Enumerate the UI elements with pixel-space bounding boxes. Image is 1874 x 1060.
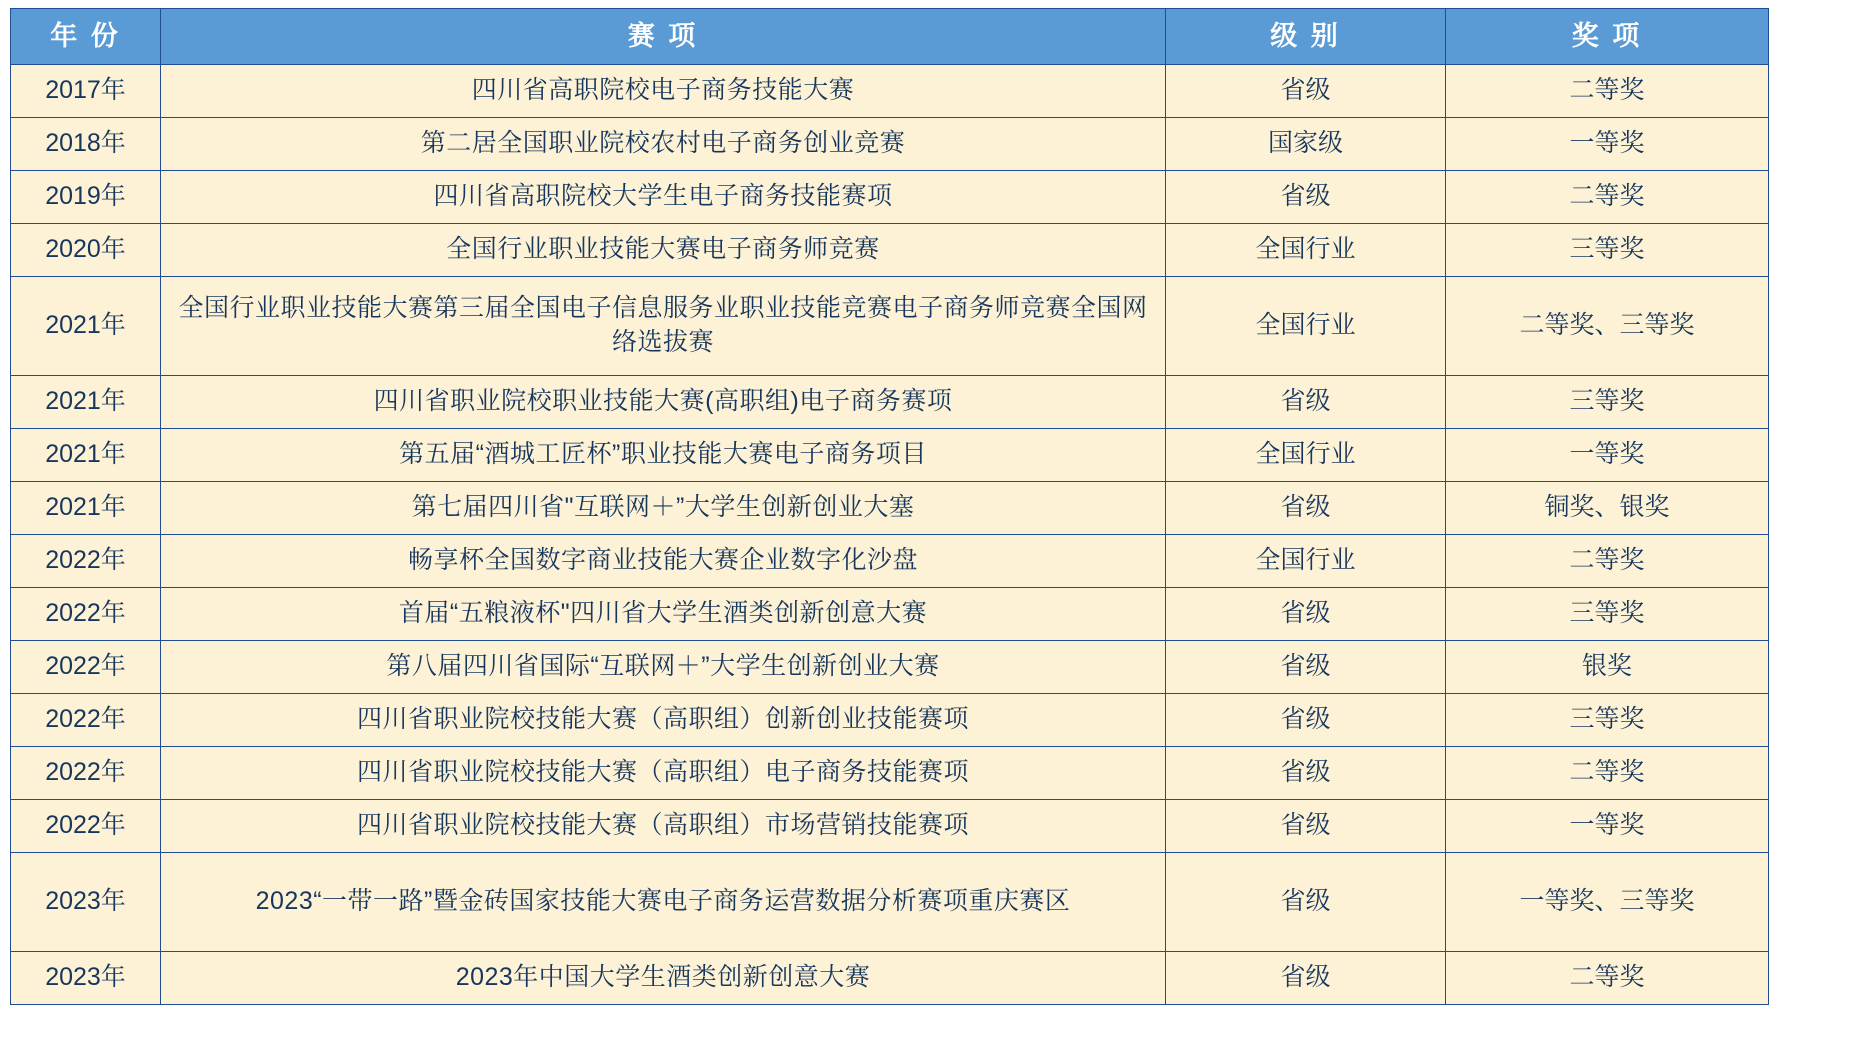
- cell-competition: 四川省高职院校电子商务技能大赛: [161, 65, 1166, 118]
- cell-year: 2022年: [11, 588, 161, 641]
- cell-award: 三等奖: [1446, 224, 1769, 277]
- cell-award: 二等奖: [1446, 747, 1769, 800]
- cell-year: 2022年: [11, 535, 161, 588]
- table-row: [11, 482, 1769, 535]
- competition-awards-table: [10, 8, 1769, 1005]
- cell-level: 省级: [1166, 694, 1446, 747]
- cell-level: 省级: [1166, 376, 1446, 429]
- cell-year: 2022年: [11, 747, 161, 800]
- cell-competition: 四川省职业院校技能大赛（高职组）电子商务技能赛项: [161, 747, 1166, 800]
- table-row: [11, 747, 1769, 800]
- table-row: [11, 588, 1769, 641]
- cell-competition: 畅享杯全国数字商业技能大赛企业数字化沙盘: [161, 535, 1166, 588]
- cell-level: 全国行业: [1166, 277, 1446, 376]
- cell-year: 2022年: [11, 641, 161, 694]
- table-body: [11, 65, 1769, 1005]
- cell-year: 2021年: [11, 482, 161, 535]
- cell-year: 2023年: [11, 952, 161, 1005]
- cell-year: 2019年: [11, 171, 161, 224]
- cell-level: 国家级: [1166, 118, 1446, 171]
- cell-award: 二等奖: [1446, 171, 1769, 224]
- table-row: [11, 853, 1769, 952]
- cell-award: 二等奖: [1446, 535, 1769, 588]
- cell-level: 省级: [1166, 588, 1446, 641]
- table-header: [11, 9, 1769, 65]
- cell-year: 2018年: [11, 118, 161, 171]
- table-row: [11, 535, 1769, 588]
- cell-year: 2020年: [11, 224, 161, 277]
- table-header-row: [11, 9, 1769, 65]
- column-header-award: 奖 项: [1446, 9, 1769, 65]
- table-row: [11, 171, 1769, 224]
- cell-level: 全国行业: [1166, 429, 1446, 482]
- table-row: [11, 224, 1769, 277]
- cell-level: 省级: [1166, 800, 1446, 853]
- cell-year: 2021年: [11, 429, 161, 482]
- cell-award: 铜奖、银奖: [1446, 482, 1769, 535]
- table-row: [11, 118, 1769, 171]
- cell-competition: 四川省职业院校技能大赛（高职组）市场营销技能赛项: [161, 800, 1166, 853]
- cell-competition: 四川省职业院校技能大赛（高职组）创新创业技能赛项: [161, 694, 1166, 747]
- table-row: [11, 641, 1769, 694]
- cell-award: 二等奖、三等奖: [1446, 277, 1769, 376]
- cell-award: 一等奖: [1446, 429, 1769, 482]
- cell-competition: 四川省高职院校大学生电子商务技能赛项: [161, 171, 1166, 224]
- cell-level: 全国行业: [1166, 535, 1446, 588]
- cell-year: 2023年: [11, 853, 161, 952]
- cell-level: 省级: [1166, 952, 1446, 1005]
- cell-level: 省级: [1166, 641, 1446, 694]
- cell-competition: 全国行业职业技能大赛电子商务师竞赛: [161, 224, 1166, 277]
- cell-level: 全国行业: [1166, 224, 1446, 277]
- cell-year: 2022年: [11, 800, 161, 853]
- cell-award: 三等奖: [1446, 694, 1769, 747]
- table-row: [11, 800, 1769, 853]
- cell-award: 二等奖: [1446, 65, 1769, 118]
- table-row: [11, 694, 1769, 747]
- cell-competition: 2023年中国大学生酒类创新创意大赛: [161, 952, 1166, 1005]
- cell-competition: 第七届四川省"互联网＋”大学生创新创业大塞: [161, 482, 1166, 535]
- cell-year: 2022年: [11, 694, 161, 747]
- cell-level: 省级: [1166, 65, 1446, 118]
- cell-award: 一等奖、三等奖: [1446, 853, 1769, 952]
- cell-award: 三等奖: [1446, 376, 1769, 429]
- cell-competition: 2023“一带一路”暨金砖国家技能大赛电子商务运营数据分析赛项重庆赛区: [161, 853, 1166, 952]
- table-row: [11, 65, 1769, 118]
- cell-level: 省级: [1166, 853, 1446, 952]
- cell-competition: 第八届四川省国际“互联网＋”大学生创新创业大赛: [161, 641, 1166, 694]
- column-header-competition: 赛 项: [161, 9, 1166, 65]
- cell-competition: 首届“五粮液杯"四川省大学生酒类创新创意大赛: [161, 588, 1166, 641]
- cell-competition: 四川省职业院校职业技能大赛(高职组)电子商务赛项: [161, 376, 1166, 429]
- table-row: [11, 376, 1769, 429]
- cell-year: 2021年: [11, 277, 161, 376]
- cell-year: 2021年: [11, 376, 161, 429]
- column-header-level: 级 别: [1166, 9, 1446, 65]
- cell-competition: 第二居全国职业院校农村电子商务创业竞赛: [161, 118, 1166, 171]
- cell-year: 2017年: [11, 65, 161, 118]
- cell-level: 省级: [1166, 482, 1446, 535]
- cell-award: 银奖: [1446, 641, 1769, 694]
- cell-award: 一等奖: [1446, 118, 1769, 171]
- cell-award: 三等奖: [1446, 588, 1769, 641]
- cell-competition: 第五届“酒城工匠杯”职业技能大赛电子商务项目: [161, 429, 1166, 482]
- cell-award: 二等奖: [1446, 952, 1769, 1005]
- cell-level: 省级: [1166, 171, 1446, 224]
- table-row: [11, 277, 1769, 376]
- table-row: [11, 429, 1769, 482]
- column-header-year: 年 份: [11, 9, 161, 65]
- cell-level: 省级: [1166, 747, 1446, 800]
- cell-award: 一等奖: [1446, 800, 1769, 853]
- table-row: [11, 952, 1769, 1005]
- cell-competition: 全国行业职业技能大赛第三届全国电子信息服务业职业技能竞赛电子商务师竞赛全国网络选拔赛: [161, 277, 1166, 376]
